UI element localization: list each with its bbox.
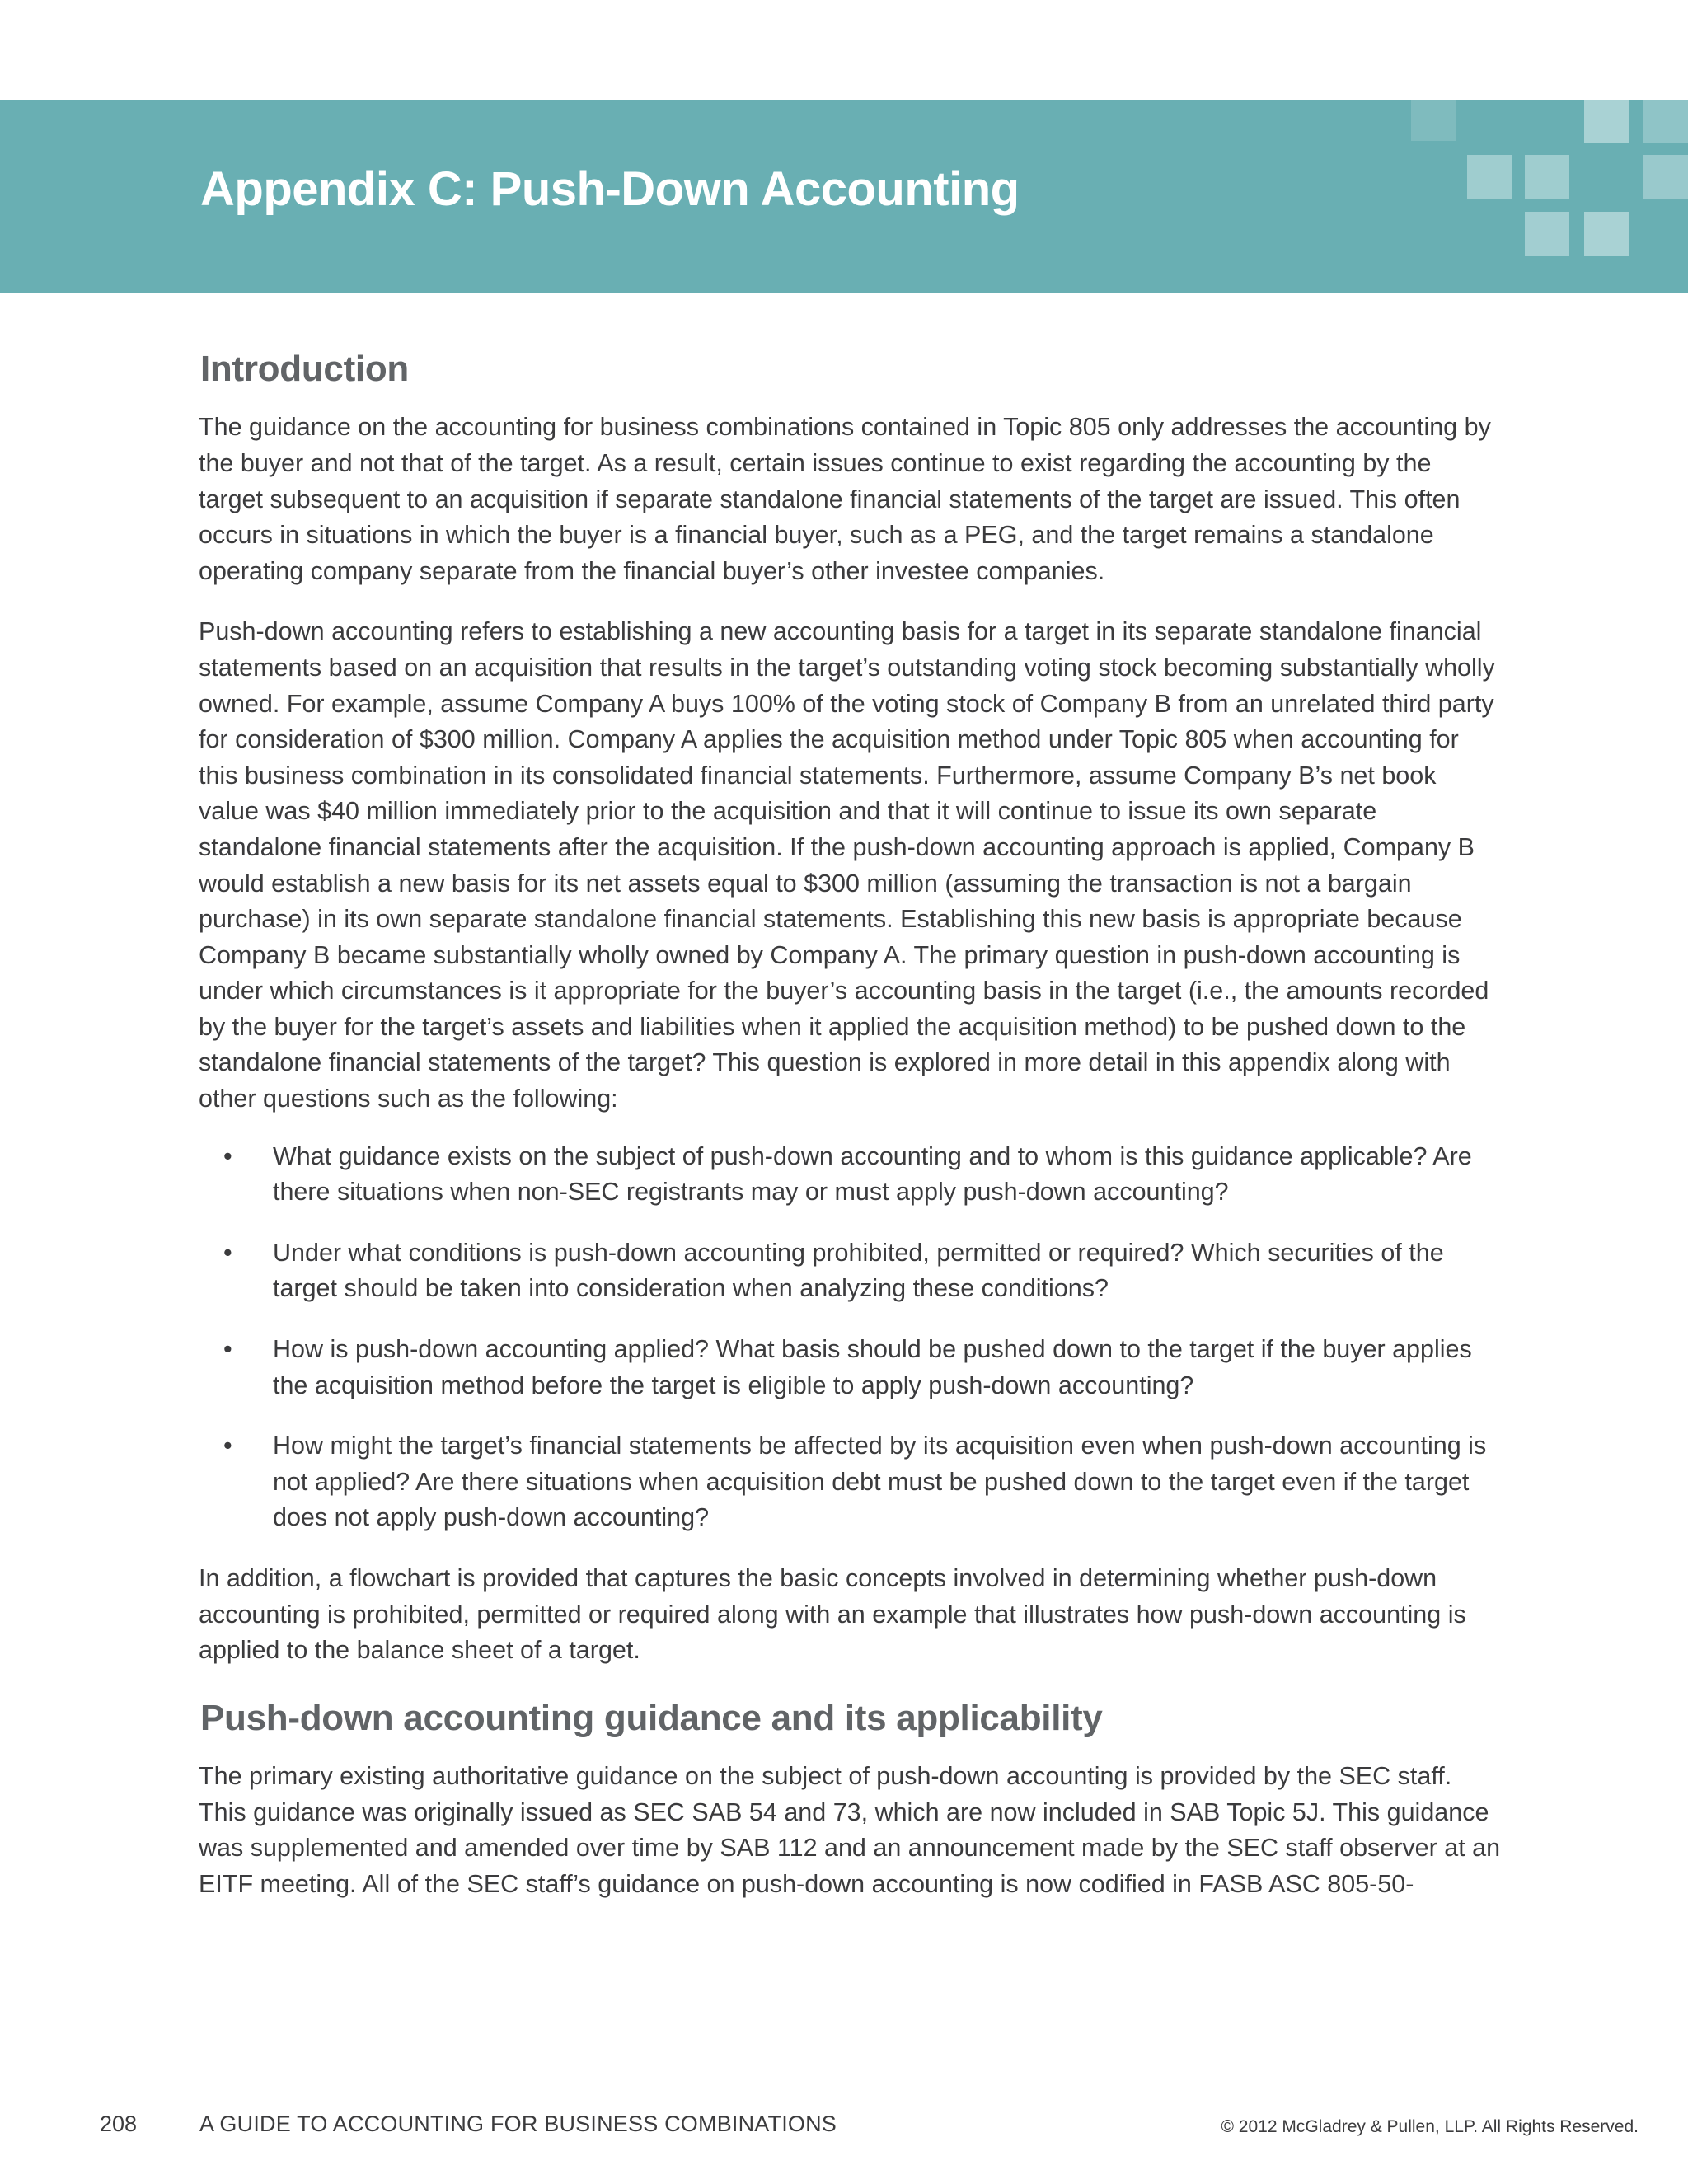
guidance-paragraph-1: The primary existing authoritative guidance on the subject of push-down accounting is provided by the SEC staff. This guidance was originally issued as SEC SAB 54 and 73, which are now included in SAB Topic 5J. This guidance was supplemented and amended over time by SAB 112 and an announcement made by the SEC staff observer at an EITF meeting. All of the SEC staff’s guidance on push-down accounting is now codified in FASB ASC 805-50- bbox=[199, 1762, 1501, 1898]
footer-copyright: © 2012 McGladrey & Pullen, LLP. All Rights Reserved. bbox=[1221, 2117, 1639, 2136]
section-heading-guidance: Push-down accounting guidance and its applicability bbox=[200, 1697, 1103, 1738]
bullet-dot-icon: • bbox=[223, 1432, 232, 1460]
header-banner bbox=[0, 100, 1688, 293]
decor-square bbox=[1643, 155, 1688, 199]
decor-square bbox=[1525, 212, 1569, 256]
list-item-text: How is push-down accounting applied? What basis should be pushed down to the target if the buyer applies the acquisition method before the target is eligible to apply push-down accounting? bbox=[273, 1335, 1472, 1399]
main-content bbox=[199, 344, 1501, 1928]
section-heading-introduction: Introduction bbox=[200, 349, 410, 389]
decor-square bbox=[1584, 100, 1629, 143]
decor-square bbox=[1525, 155, 1569, 199]
bullet-dot-icon: • bbox=[223, 1141, 232, 1170]
decor-square bbox=[1584, 212, 1629, 256]
list-item-text: Under what conditions is push-down accounting prohibited, permitted or required? Which securities of the target should be taken into consideration when analyzing these conditions? bbox=[273, 1238, 1444, 1303]
list-item bbox=[199, 1332, 1501, 1404]
intro-paragraph-1: The guidance on the accounting for business combinations contained in Topic 805 only addresses the accounting by the buyer and not that of the target. As a result, certain issues continue to exist regarding the accounting by the target subsequent to an acquisition if separate standalone financial statements of the target are issued. This often occurs in situations in which the buyer is a financial buyer, such as a PEG, and the target remains a standalone operating company separate from the financial buyer’s other investee companies. bbox=[199, 413, 1491, 585]
decor-square bbox=[1411, 100, 1456, 141]
list-item bbox=[199, 1235, 1501, 1307]
footer-guide-title: A GUIDE TO ACCOUNTING FOR BUSINESS COMBINATIONS bbox=[199, 2111, 837, 2136]
list-item-text: What guidance exists on the subject of push-down accounting and to whom is this guidance applicable? Are there situations when non-SEC registrants may or must apply push-down accounting? bbox=[273, 1141, 1472, 1207]
decor-square bbox=[1467, 155, 1512, 199]
intro-paragraph-2: Push-down accounting refers to establishing a new accounting basis for a target in its separate standalone financial statements based on an acquisition that results in the target’s outstanding voting stock becoming substantially wholly owned. For example, assume Company A buys 100% of the voting stock of Company B from an unrelated third party for consideration of $300 million. Company A applies the acquisition method under Topic 805 when accounting for this business combination in its consolidated financial statements. Furthermore, assume Company B’s net book value was $40 million immediately prior to the acquisition and that it will continue to issue its own separate standalone financial statements after the acquisition. If the push-down accounting approach is applied, Company B would establish a new basis for its net assets equal to $300 million (assuming the transaction is not a bargain purchase) in its own separate standalone financial statements. Establishing this new basis is appropriate because Company B became substantially wholly owned by Company A. The primary question in push-down accounting is under which circumstances is it appropriate for the buyer’s accounting basis in the target (i.e., the amounts recorded by the buyer for the target’s assets and liabilities when it applied the acquisition method) to be pushed down to the standalone financial statements of the target? This question is explored in more detail in this appendix along with other questions such as the following: bbox=[199, 617, 1495, 1113]
bullet-dot-icon: • bbox=[223, 1335, 232, 1364]
list-item bbox=[199, 1428, 1501, 1536]
page-title: Appendix C: Push-Down Accounting bbox=[200, 162, 1020, 216]
bullet-dot-icon: • bbox=[223, 1238, 232, 1267]
list-item-text: How might the target’s financial statements be affected by its acquisition even when push-down accounting is not applied? Are there situations when acquisition debt must be pushed down to the target even if the target does not apply push-down accounting? bbox=[273, 1432, 1487, 1532]
footer-page-number: 208 bbox=[100, 2111, 138, 2136]
list-item bbox=[199, 1139, 1501, 1211]
intro-paragraph-3: In addition, a flowchart is provided that captures the basic concepts involved in determining whether push-down accounting is prohibited, permitted or required along with an example that illustrates how push-down accounting is applied to the balance sheet of a target. bbox=[199, 1564, 1466, 1665]
question-list bbox=[199, 1139, 1501, 1536]
decor-square bbox=[1643, 100, 1688, 143]
